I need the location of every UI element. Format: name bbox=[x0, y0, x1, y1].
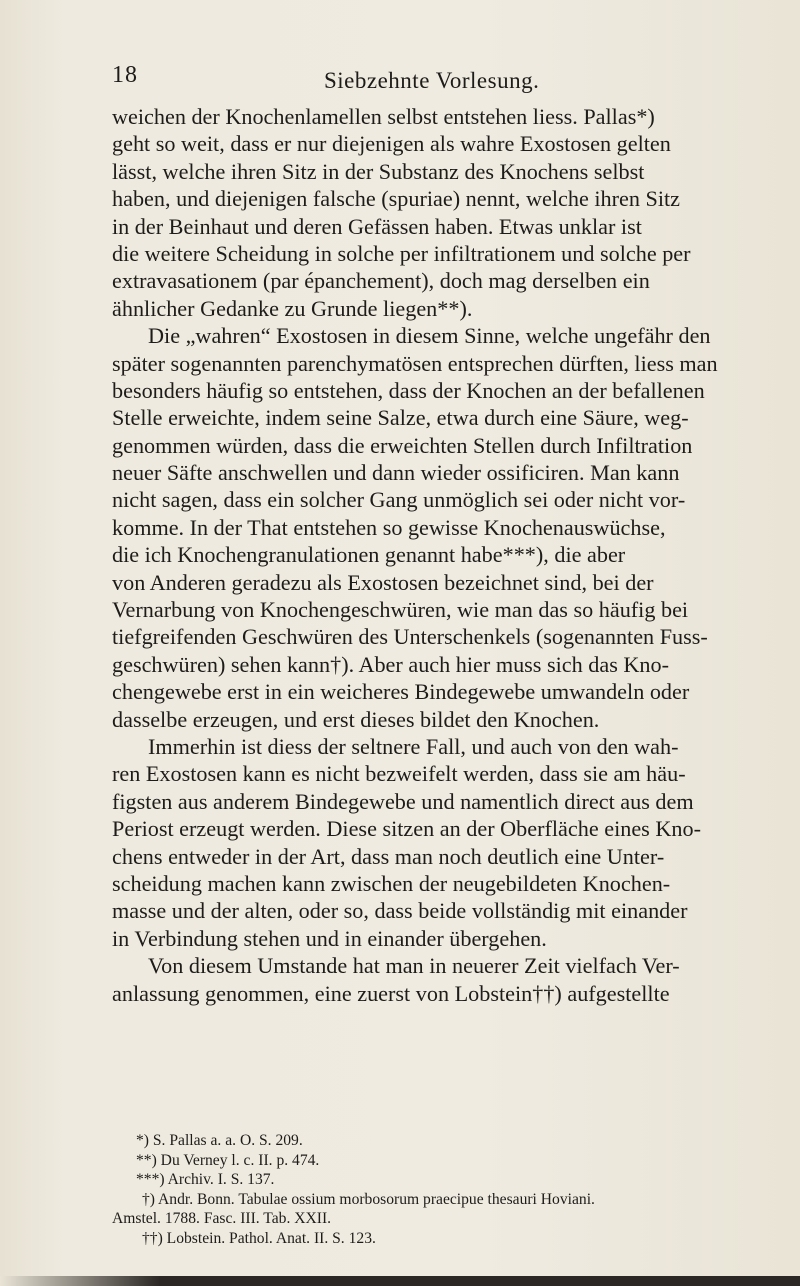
page-header bbox=[112, 62, 752, 98]
text-line: nicht sagen, dass ein solcher Gang unmöglich sei oder nicht vor- bbox=[112, 487, 686, 513]
text-line: neuer Säfte anschwellen und dann wieder ossificiren. Man kann bbox=[112, 460, 680, 486]
text-line: später sogenannten parenchymatösen entsprechen dürften, liess man bbox=[112, 350, 718, 376]
text-line: haben, und diejenigen falsche (spuriae) nennt, welche ihren Sitz bbox=[112, 186, 681, 212]
text-line: geschwüren) sehen kann†). Aber auch hier muss sich das Kno- bbox=[112, 651, 669, 677]
text-line: weichen der Knochenlamellen selbst entstehen liess. Pallas*) bbox=[112, 104, 655, 129]
text-line: Vernarbung von Knochengeschwüren, wie man das so häufig bei bbox=[112, 597, 689, 623]
text-line: dasselbe erzeugen, und erst dieses bildet den Knochen. bbox=[112, 706, 600, 732]
text-line: extravasationem (par épanchement), doch mag derselben ein bbox=[112, 268, 650, 294]
text-line: Stelle erweichte, indem seine Salze, etwa durch eine Säure, weg- bbox=[112, 405, 689, 431]
text-line: in Verbindung stehen und in einander übergehen. bbox=[112, 925, 547, 951]
running-title: Siebzehnte Vorlesung. bbox=[324, 68, 540, 93]
footnote-continuation: Amstel. 1788. Fasc. III. Tab. XXII. bbox=[112, 1210, 332, 1227]
text-line: die weitere Scheidung in solche per infiltrationem und solche per bbox=[112, 240, 691, 266]
text-line: geht so weit, dass er nur diejenigen als wahre Exostosen gelten bbox=[112, 131, 671, 157]
footnote: *) S. Pallas a. a. O. S. 209. bbox=[136, 1132, 303, 1149]
text-line: chens entweder in der Art, dass man noch deutlich eine Unter- bbox=[112, 843, 665, 869]
text-line: ren Exostosen kann es nicht bezweifelt werden, dass sie am häu- bbox=[112, 761, 686, 787]
footnote: †) Andr. Bonn. Tabulae ossium morbosorum praecipue thesauri Hoviani. bbox=[142, 1190, 595, 1208]
text-line: tiefgreifenden Geschwüren des Unterschenkels (sogenannten Fuss- bbox=[112, 624, 708, 650]
text-line: in der Beinhaut und deren Gefässen haben. Etwas unklar ist bbox=[112, 213, 642, 239]
footnote: ***) Archiv. I. S. 137. bbox=[136, 1171, 275, 1188]
text-line: genommen würden, dass die erweichten Stellen durch Infiltration bbox=[112, 432, 693, 458]
text-line: Von diesem Umstande hat man in neuerer Zeit vielfach Ver- bbox=[148, 953, 680, 979]
page-edge-shadow bbox=[0, 1276, 800, 1286]
text-line: die ich Knochengranulationen genannt habe***), die aber bbox=[112, 542, 626, 568]
text-line: Die „wahren“ Exostosen in diesem Sinne, welche ungefähr den bbox=[148, 323, 711, 349]
body-text bbox=[112, 103, 800, 1007]
footnotes bbox=[112, 1131, 800, 1248]
text-line: masse und der alten, oder so, dass beide vollständig mit einander bbox=[112, 898, 688, 924]
text-line: chengewebe erst in ein weicheres Bindegewebe umwandeln oder bbox=[112, 679, 690, 705]
text-line: Periost erzeugt werden. Diese sitzen an der Oberfläche eines Kno- bbox=[112, 816, 701, 842]
text-line: figsten aus anderem Bindegewebe und namentlich direct aus dem bbox=[112, 788, 694, 814]
footnote: **) Du Verney l. c. II. p. 474. bbox=[136, 1151, 320, 1169]
text-line: ähnlicher Gedanke zu Grunde liegen**). bbox=[112, 295, 473, 321]
text-line: komme. In der That entstehen so gewisse Knochenauswüchse, bbox=[112, 514, 666, 540]
page-number: 18 bbox=[112, 62, 138, 88]
text-line: anlassung genommen, eine zuerst von Lobstein††) aufgestellte bbox=[112, 980, 670, 1006]
text-line: Immerhin ist diess der seltnere Fall, und auch von den wah- bbox=[148, 733, 679, 759]
text-line: lässt, welche ihren Sitz in der Substanz des Knochens selbst bbox=[112, 158, 645, 184]
footnote: ††) Lobstein. Pathol. Anat. II. S. 123. bbox=[142, 1229, 376, 1247]
text-line: von Anderen geradezu als Exostosen bezeichnet sind, bei der bbox=[112, 569, 654, 595]
text-line: scheidung machen kann zwischen der neugebildeten Knochen- bbox=[112, 870, 671, 896]
text-line: besonders häufig so entstehen, dass der Knochen an der befallenen bbox=[112, 377, 705, 403]
